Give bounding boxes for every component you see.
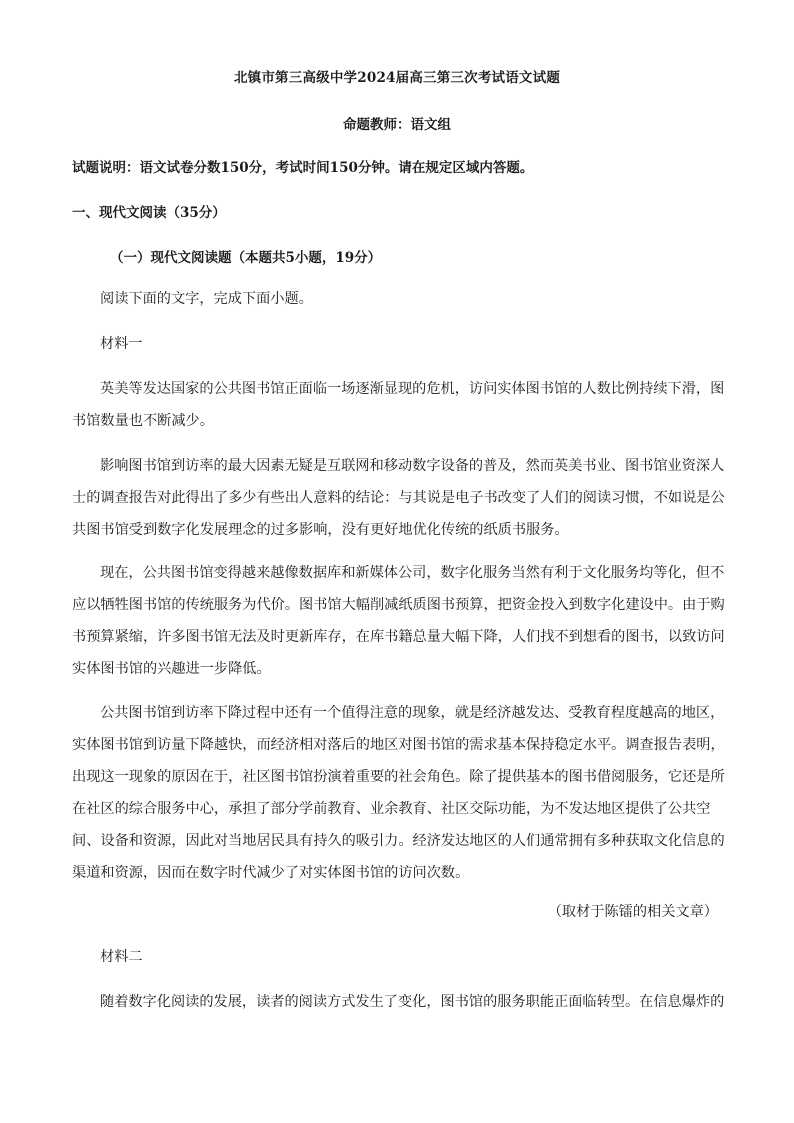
material1-p3-line: 实体图书馆的兴趣进一步降低。	[72, 661, 271, 677]
material1-p4-line: 渠道和资源，因而在数字时代减少了对实体图书馆的访问次数。	[72, 865, 470, 881]
material1-p3-line: 应以牺牲图书馆的传统服务为代价。图书馆大幅削减纸质图书预算，把资金投入到数字化建设中。由于购	[72, 597, 725, 613]
material1-label: 材料一	[100, 336, 143, 352]
material1-source: （取材于陈镭的相关文章）	[547, 904, 718, 920]
reading-instruction: 阅读下面的文字，完成下面小题。	[100, 291, 313, 307]
material1-p2-line: 士的调查报告对此得出了多少有些出人意料的结论：与其说是电子书改变了人们的阅读习惯，不如说是公	[72, 490, 725, 506]
material2-label: 材料二	[100, 949, 143, 965]
exam-notice: 试题说明：语文试卷分数150分，考试时间150分钟。请在规定区域内答题。	[72, 160, 534, 176]
subsection-heading: （一）现代文阅读题（本题共5小题，19分）	[110, 250, 382, 266]
material1-p3-line: 现在，公共图书馆变得越来越像数据库和新媒体公司，数字化服务当然有利于文化服务均等化，但不	[100, 565, 725, 581]
section-heading: 一、现代文阅读（35分）	[72, 205, 226, 221]
material1-p3-line: 书预算紧缩，许多图书馆无法及时更新库存，在库书籍总量大幅下降，人们找不到想看的图书，以致访问	[72, 629, 725, 645]
material1-p4-line: 出现这一现象的原因在于，社区图书馆扮演着重要的社会角色。除了提供基本的图书借阅服务，它还是所	[72, 769, 725, 785]
material2-p1-line: 随着数字化阅读的发展，读者的阅读方式发生了变化，图书馆的服务职能正面临转型。在信息爆炸的	[100, 994, 725, 1010]
material1-p1-line: 英美等发达国家的公共图书馆正面临一场逐渐显现的危机，访问实体图书馆的人数比例持续下滑，图	[100, 381, 725, 397]
material1-p4-line: 公共图书馆到访率下降过程中还有一个值得注意的现象，就是经济越发达、受教育程度越高的地区，	[100, 705, 725, 721]
material1-p2-line: 共图书馆受到数字化发展理念的过多影响，没有更好地优化传统的纸质书服务。	[72, 522, 569, 538]
material1-p4-line: 实体图书馆到访量下降越快，而经济相对落后的地区对图书馆的需求基本保持稳定水平。调查报告表明，	[72, 737, 725, 753]
exam-title: 北镇市第三高级中学2024届高三第三次考试语文试题	[233, 70, 561, 86]
material1-p1-line: 书馆数量也不断减少。	[72, 413, 214, 429]
material1-p4-line: 间、设备和资源，因此对当地居民具有持久的吸引力。经济发达地区的人们通常拥有多种获取文化信息的	[72, 833, 725, 849]
material1-p2-line: 影响图书馆到访率的最大因素无疑是互联网和移动数字设备的普及，然而英美书业、图书馆业资深人	[100, 458, 725, 474]
exam-author: 命题教师：语文组	[343, 117, 451, 133]
material1-p4-line: 在社区的综合服务中心，承担了部分学前教育、业余教育、社区交际功能，为不发达地区提供了公共空	[72, 801, 711, 817]
